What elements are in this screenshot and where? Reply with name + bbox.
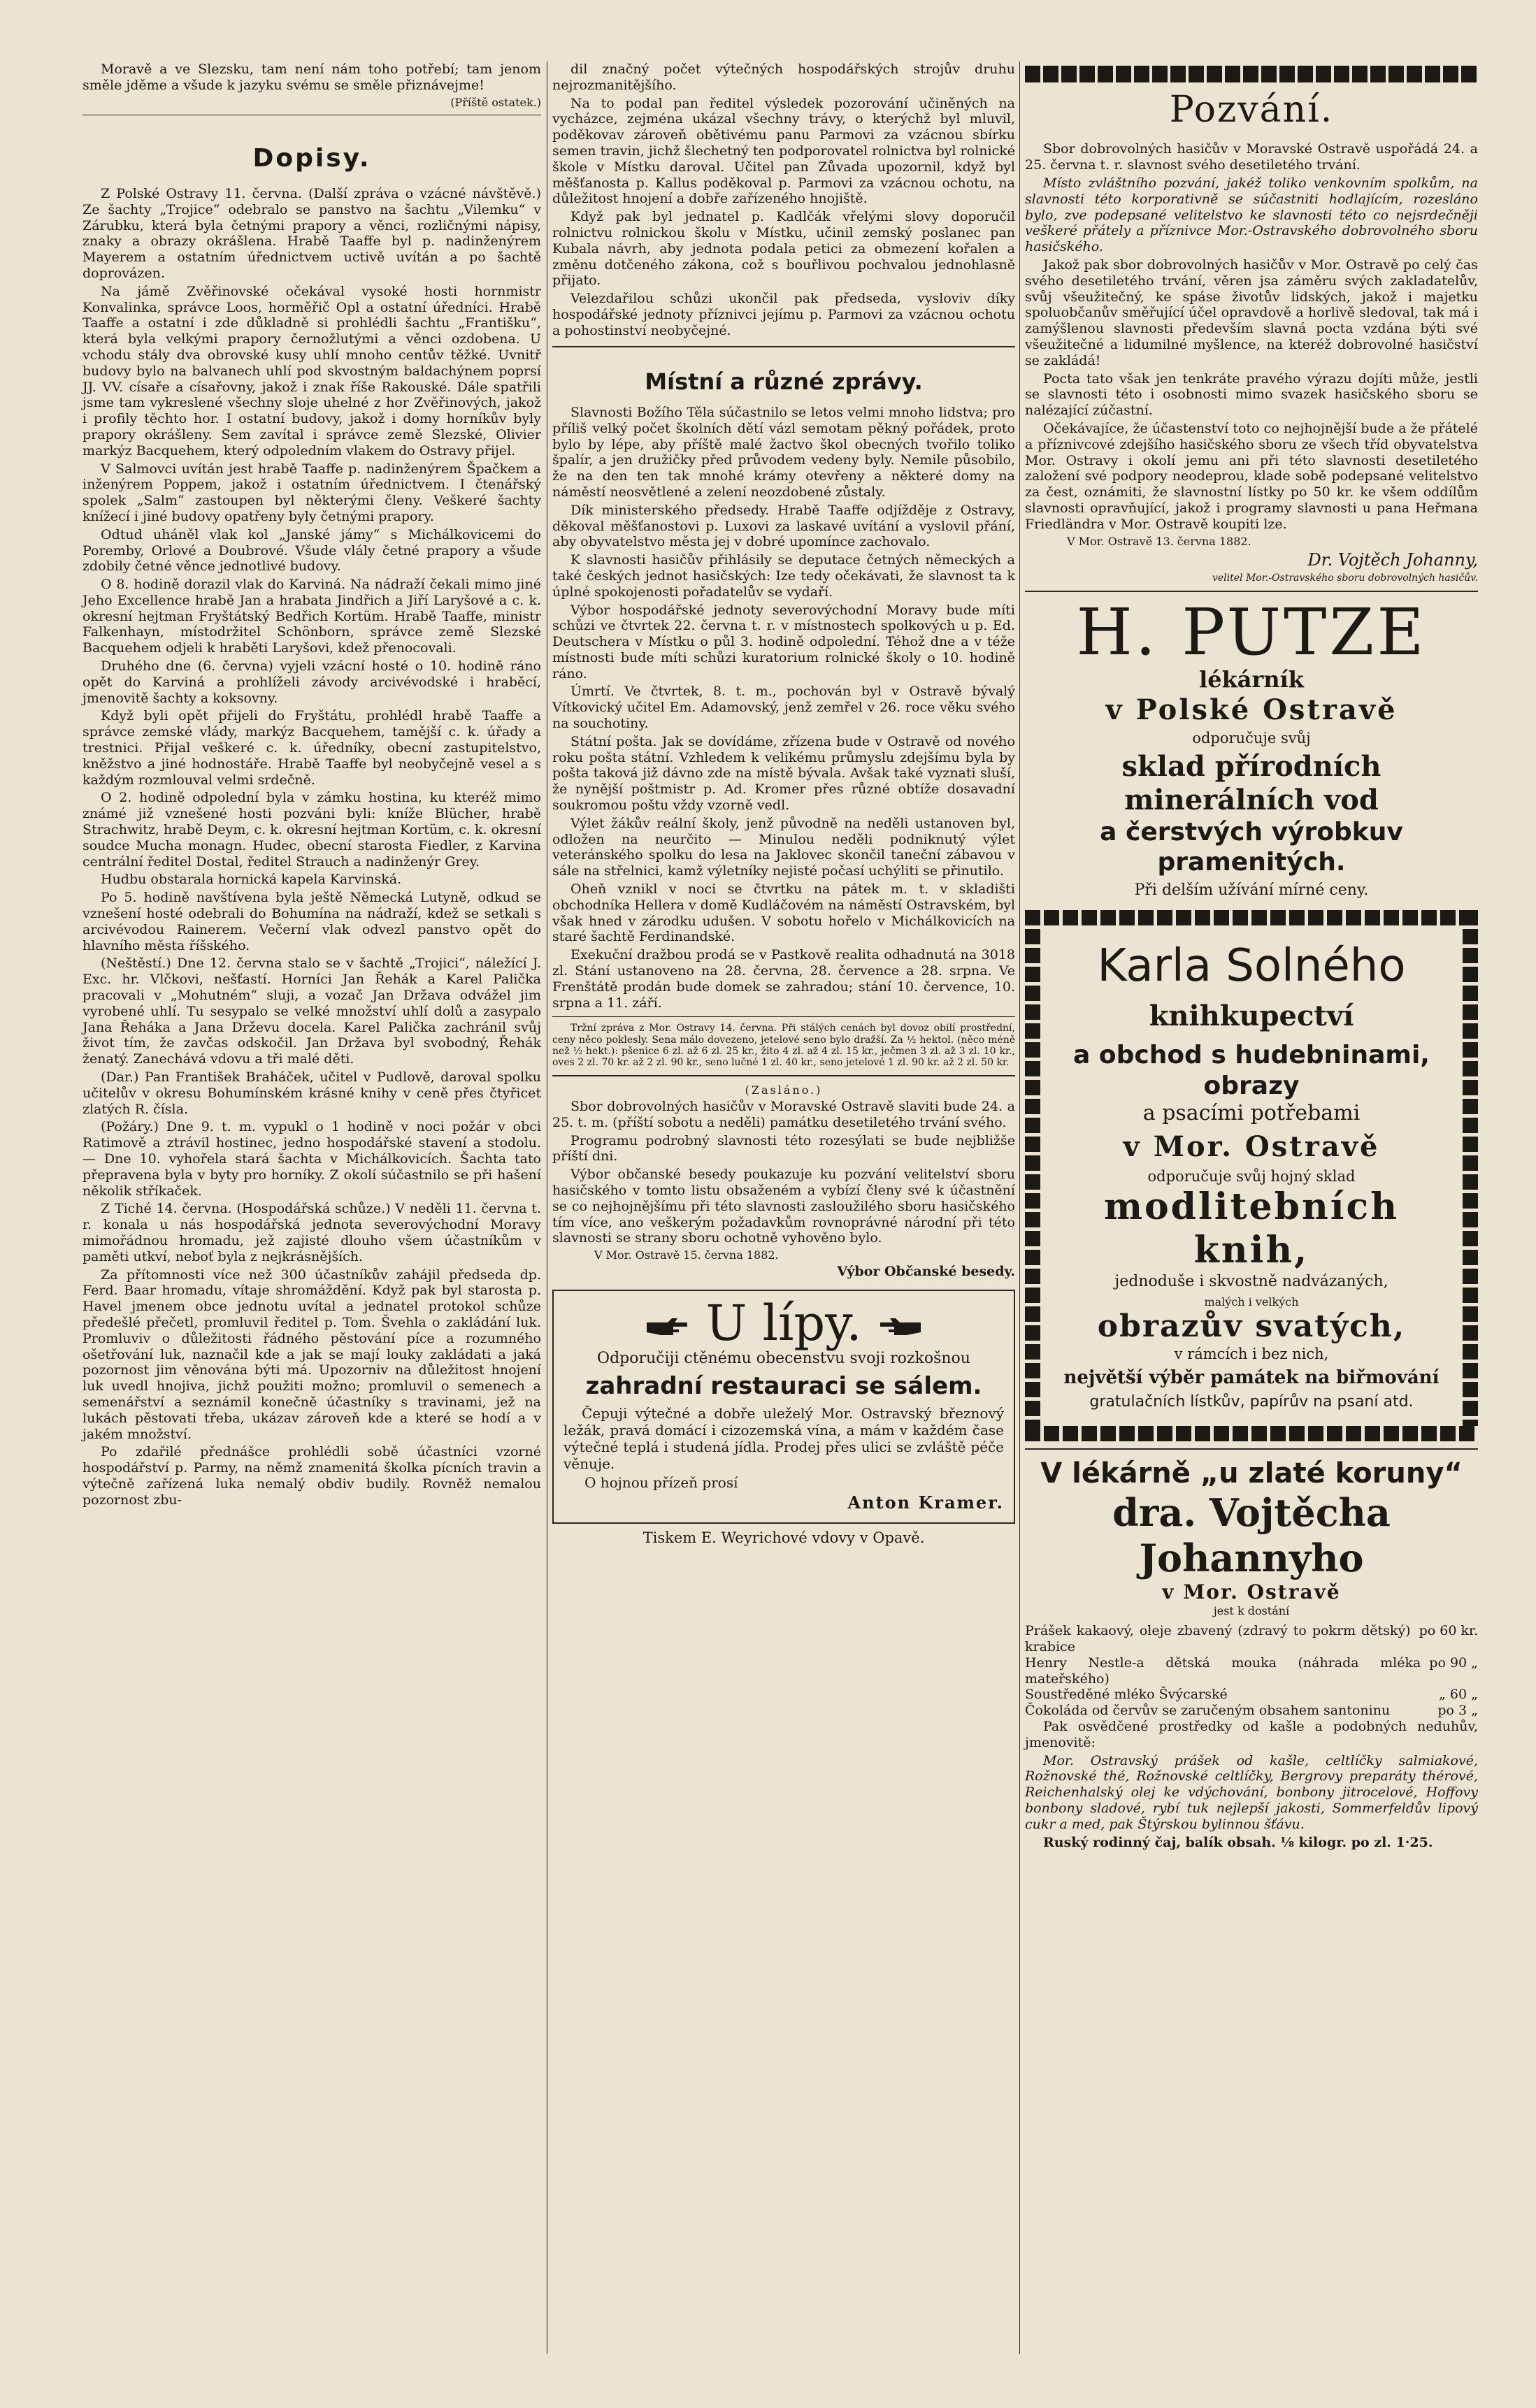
lipy-line2: zahradní restauraci se sálem.	[585, 1372, 982, 1401]
pointing-hand-icon	[877, 1317, 922, 1338]
lekarna-place: v Mor. Ostravě	[1162, 1580, 1341, 1604]
news-item: Dík ministerského předsedy. Hrabě Taaffe odjížděje z Ostravy, děkoval měšťanostovi p. Luxovi za laskavé uvítání a vyslovil přání, aby obyvatelstvo města jej v dobré upomínce zachovalo.	[552, 502, 1015, 550]
pozvani-p5: Očekávajíce, že účastenství toto co nejhojnější bude a že přátelé a příznivcové zdejšího hasičského sboru ze všech tříd obyvatelstva Mor. Ostravy i okolí jemu ani při této slavnosti desetiletého založení své podpory neodeprou, klade sobě podepsané velitelstvo za čest, oznámiti, že slavnostní lístky po 50 kr. ke všem oddílům slavnosti opravňující, jakož i programy slavnosti u pana Heřmana Friedländra v Mor. Ostravě koupiti lze.	[1025, 420, 1478, 532]
news-item: Oheň vznikl v noci se čtvrtku na pátek m. t. v skladišti obchodníka Hellera v domě Kudláčovém na náměstí Ostravském, byl však hned v zárodku udušen. V sobotu hořelo v Michálkovicích na staré šachtě Ferdinandské.	[552, 881, 1015, 945]
column-3	[1025, 62, 1478, 1852]
dopis-paragraph: Druhého dne (6. června) vyjeli vzácní hosté o 10. hodině ráno opět do Karviná a prohlíželi závody arcivévodské i hraběcí, jmenovitě šachty a koksovny.	[82, 658, 541, 706]
divider	[552, 1075, 1015, 1076]
column-1	[82, 62, 541, 1511]
divider	[1025, 591, 1478, 592]
solny-line10: v rámcích i bez nich,	[1174, 1346, 1329, 1363]
price-item-text: Čokoláda od červův se zaručeným obsahem santoninu	[1025, 1703, 1391, 1719]
solny-line1: knihkupectví	[1149, 1000, 1354, 1033]
ad-u-lipy	[552, 1290, 1015, 1523]
pozvani-title: Pozvání.	[1169, 89, 1334, 131]
ornament-border	[1025, 910, 1478, 925]
solny-line11: největší výběr památek na biřmování	[1063, 1367, 1440, 1389]
price-item-text: Henry Nestle-a dětská mouka (náhrada mléka mateřského)	[1025, 1654, 1421, 1687]
dopis-paragraph: (Požáry.) Dne 9. t. m. vypukl o 1 hodině v noci požár v obci Ratimově a ztrávil hostinec, jedno hospodářské stavení a stodolu. — Dne 10. vyhořela stará šachta v Michálkovicích. Šachta tato přepravena byla v byty pro horníky. Z okolí súčastnilo se při hašení několik stříkaček.	[82, 1119, 541, 1199]
lekarna-title: V lékárně „u zlaté koruny“	[1040, 1457, 1463, 1490]
lipy-title-row	[564, 1295, 1004, 1353]
pozvani-signature: Dr. Vojtěch Johanny,	[1307, 549, 1478, 570]
ornament-border	[1463, 910, 1478, 1441]
dopisy-body	[82, 186, 541, 1508]
pozvani-p3: Jakož pak sbor dobrovolných hasičův v Mor. Ostravě po celý čas svého desetiletého trvání, věren jsa záměru svých zakladatelův, svůj všeužitečný, ke spáse životův lidských, jakož i majetku spoluobčanův směřující účel opravdově a horlivě sledoval, tak má i zamýšlenou slavnosti především slavná pocta vzdána býti své všeužitečné a lidumilné myšlence, na kteréž dobrovolné hasičství se zakládá!	[1025, 257, 1478, 368]
solny-line2: a obchod s hudebninami, obrazy	[1073, 1041, 1430, 1100]
divider	[552, 1016, 1015, 1017]
school-report	[552, 62, 1015, 339]
section-title-mistni: Místní a různé zprávy.	[645, 368, 923, 395]
pozvani-p4: Pocta tato však jen tenkráte pravého výrazu dojíti může, jestli se slavnosti této i osobnosti mimo svazek hasičského sboru se nalézající zúčastní.	[1025, 370, 1478, 419]
dopis-paragraph: Po 5. hodině navštívena byla ještě Německá Lutyně, odkud se vznešení hosté odebrali do Bohumína na nádraží, kdež se setkali s arcivévodou Rainerem. Večerní vlak odvezl panstvo opět do hlavního města říšského.	[82, 890, 541, 953]
price-item	[1025, 1703, 1478, 1719]
lipy-signature: Anton Kramer.	[847, 1492, 1004, 1513]
putze-place: v Polské Ostravě	[1105, 693, 1398, 726]
lipy-line3: O hojnou přízeň prosí	[584, 1473, 738, 1491]
lekarna-p1: Pak osvědčené prostředky od kašle a podobných neduhův, jmenovitě:	[1025, 1718, 1478, 1750]
dopis-paragraph: Když byli opět přijeli do Fryštátu, prohlédl hrabě Taaffe a správce zemské vlády, markýz Bacquehem, tamější c. k. úřady a trestnici. Přijal veškeré c. k. úředníky, obecní zastupitelstvo, kněžstvo a jiné hodnostáře. Hrabě Taaffe byl neobyčejně vesel a s každým rozmlouval velmi srdečně.	[82, 708, 541, 788]
zaslano-date: V Mor. Ostravě 15. června 1882.	[594, 1248, 779, 1262]
price-item	[1025, 1655, 1478, 1687]
news-item: K slavnosti hasičův přihlásily se deputace četných německých a také českých jednot hasičských: Ize tedy očekávati, že slavnost ta k úplné spokojenosti pořadatelův se vydaří.	[552, 552, 1015, 600]
printer-line: Tiskem E. Weyrichové vdovy v Opavě.	[643, 1529, 925, 1546]
price-item-price: po 60 kr.	[1419, 1623, 1478, 1639]
putze-recommends: odporučuje svůj	[1192, 729, 1311, 747]
zaslano-body	[552, 1099, 1015, 1246]
news-item: Výbor hospodářské jednoty severovýchodní Moravy bude míti schůzi ve čtvrtek 22. června t. r. v místnostech spolkových u p. Ed. Deutschera v Místku o půl 3. hodině odpolední. Téhož dne a v téže místnosti bude míti schůzi kuratorium rolnické školy o 10. hodině ráno.	[552, 602, 1015, 682]
solny-line8: malých i velkých	[1204, 1295, 1299, 1309]
report-paragraph: dil značný počet výtečných hospodářských strojův druhu nejrozmanitějšího.	[552, 62, 1015, 93]
news-item: Exekuční dražbou prodá se v Pastkově realita odhadnutá na 3018 zl. Stání ustanoveno na 28. června, 28. července a 28. srpna. Ve Frenštátě prodán bude domek se zahradou; stání 10. července, 10. srpna a 11. září.	[552, 947, 1015, 1011]
section-title-dopisy: Dopisy.	[252, 143, 371, 173]
price-item-text: Soustředěné mléko Švýcarské	[1025, 1687, 1228, 1703]
price-item	[1025, 1687, 1478, 1703]
price-item-price: „ 60 „	[1439, 1687, 1478, 1703]
ornament-border	[1025, 910, 1040, 1441]
news-item: Úmrtí. Ve čtvrtek, 8. t. m., pochován byl v Ostravě bývalý Vítkovický učitel Em. Adamovský, jenž zemřel v 26. roce věku svého na souchotiny.	[552, 684, 1015, 732]
market-report: Tržní zpráva z Mor. Ostravy 14. června. Při stálých cenách byl dovoz obilí prostřední, ceny něco poklesly. Sena málo dovezeno, jetelové seno bylo dražší. Za ½ hektol. (něco méně než ½ hekt.): pšenice 6 zl. až 6 zl. 25 kr., žito 4 zl. až 4 zl. 15 kr., ječmen 3 zl. až 3 zl. 10 kr., oves 2 zl. 70 kr. až 2 zl. 90 kr., seno lučné 1 zl. 40 kr., seno jetelové 1 zl. 90 kr. až 2 zl. 50 kr.	[552, 1023, 1015, 1068]
price-item	[1025, 1623, 1478, 1655]
lipy-line1: Odporučiji ctěnému obecenstvu svoji rozkošnou	[597, 1349, 970, 1367]
pozvani-p2: Místo zvláštního pozvání, jakéž toliko venkovním spolkům, na slavnosti této korporativně se súčastniti hodlajícím, rozesláno bylo, zve podepsané velitelstvo ke slavnosti této co nejsrdečněji veškeré přátely a příznivce Mor.-Ostravského dobrovolného sboru hasičského.	[1025, 175, 1478, 255]
solny-line7: jednoduše i skvostně nadvázaných,	[1114, 1272, 1388, 1290]
price-item-price: po 3 „	[1437, 1703, 1478, 1719]
lekarna-p2: Mor. Ostravský prášek od kašle, celtlíčky salmiakové, Rožnovské thé, Rožnovské celtlíčky, Bergrovy preparáty thérové, Reichenhalský olej ke vdýchování, bonbony jitrocelové, Hoffovy bonbony sladové, rybí tuk nejlepší jakosti, Sommerfeldův lipový cukr a med, pak Štýrskou bylinnou šťávu.	[1025, 1752, 1478, 1832]
solny-line12: gratulačních lístkův, papírův na psaní atd.	[1089, 1393, 1414, 1411]
ornament-border	[1025, 66, 1478, 82]
ornament-border	[1025, 1426, 1478, 1441]
lipy-title: U lípy.	[705, 1295, 862, 1353]
lekarna-p3: Ruský rodinný čaj, balík obsah. ⅛ kilogr. po zl. 1·25.	[1043, 1834, 1433, 1850]
report-paragraph: Když pak byl jednatel p. Kadlčák vřelými slovy doporučil rolnictvu rolnickou školu v Místku, učinil zemský poslanec pan Kubala návrh, aby jednota podala petici za obmezení kořalen a změnu dotčeného zákona, což s bouřlivou pochvalou jednohlasně přijato.	[552, 209, 1015, 289]
dopis-paragraph: Po zdařilé přednášce prohlédli sobě účastníci vzorné hospodářství p. Parmy, na němž znamenitá školka pícních travin a výtečně zařízená luka nemalý obdiv budily. Rovněž nemalou pozornost zbu-	[82, 1444, 541, 1508]
lipy-body: Čepuji výtečné a dobře uleželý Mor. Ostravský březnový ležák, pravá domácí i cizozemská vína, a mám v každém čase výtečné teplá i studená jídla. Prodej přes ulici se zvláště péče věnuje.	[564, 1404, 1004, 1472]
lekarna-price-list	[1025, 1623, 1478, 1719]
ad-solny	[1025, 910, 1478, 1441]
price-item-text: Prášek kakaový, oleje zbavený (zdravý to pokrm dětský) krabice	[1025, 1623, 1411, 1654]
ad-lekarna	[1025, 1457, 1478, 1851]
news-item: Státní pošta. Jak se dovídáme, zřízena bude v Ostravě od nového roku pošta státní. Vzhledem k velikému průmyslu zdejšímu byla by pošta taková již dávno zde na místě bývala. Avšak také vyznati sluší, že nynější poštmistr p. Ad. Kromer přes různé obtíže dosavadní soukromou poštu vždy vzorně vedl.	[552, 733, 1015, 814]
column-rule	[1019, 62, 1020, 2354]
solny-line5: odporučuje svůj hojný sklad	[1147, 1167, 1356, 1185]
solny-name: Karla Solného	[1097, 939, 1406, 992]
pozvani-signature-role: velitel Mor.-Ostravského sboru dobrovolných hasičův.	[1212, 572, 1478, 584]
zaslano-title: (Zasláno.)	[745, 1083, 823, 1097]
news-item: Výlet žákův reální školy, jenž původně na neděli ustanoven byl, odložen na neurčito — Minulou neděli podniknutý výlet veteránského spolku do lesa na Jaklovec skončil taneční zábavou v sále na střelnici, kamž výletníky nejisté počasí uchýliti se přinutilo.	[552, 815, 1015, 879]
pozvani-date: V Mor. Ostravě 13. června 1882.	[1067, 534, 1251, 548]
solny-line6: modlitebních knih,	[1103, 1185, 1400, 1272]
zaslano-paragraph: Výbor občanské besedy poukazuje ku pozvání velitelství sboru hasičského v tomto listu obsaženém a vybízí členy své k účastnění se co nejhojnějšímu při této slavnosti zasloužilého sboru hasičského tím více, ano veškerým požadavkům rovnoprávné národní při této slavnosti se strany sboru ochotně vyhověno bylo.	[552, 1167, 1015, 1246]
dopis-paragraph: V Salmovci uvítán jest hrabě Taaffe p. nadinženýrem Špačkem a inženýrem Poppem, jakož i ostatním úřednictvem. I čtenářský spolek „Salm“ zastoupen byl některými členy. Veškeré šachty knížecí i jiné budovy opatřeny byly četnými prapory.	[82, 461, 541, 524]
dopis-paragraph: Odtud uháněl vlak kol „Janské jámy“ s Michálkovicemi do Poremby, Orlové a Doubrové. Všude vlály četné prapory a všude zdobily četné věnce jednotlivé budovy.	[82, 526, 541, 575]
ad-putze	[1025, 594, 1478, 900]
report-paragraph: Na to podal pan ředitel výsledek pozorování učiněných na vycházce, zejména ukázal všechny trávy, o kterýchž byl mluvil, poděkovav zároveň obětivému panu Parmovi za vzácnou sbírku semen travin, jichž šlechetný ten podporovatel rolnictva byl rolnické škole v Místku daroval. Učitel pan Zůvada upozornil, když byl měšťanosta p. Kallus poděkoval p. Parmovi za vzácnou ochotu, na důležitost hnojení a dobře zařízeného hnojiště.	[552, 95, 1015, 207]
putze-line1: sklad přírodních minerálních vod	[1121, 749, 1381, 816]
intro-note: (Příště ostatek.)	[450, 95, 541, 109]
lekarna-sub: jest k dostání	[1213, 1604, 1290, 1617]
putze-role: lékárník	[1199, 666, 1304, 693]
divider	[1025, 1448, 1478, 1450]
pointing-hand-icon	[645, 1317, 690, 1338]
putze-line3: Při delším užívání mírné ceny.	[1134, 881, 1369, 900]
dopis-paragraph: Hudbu obstarala hornická kapela Karvinská.	[101, 872, 402, 888]
divider	[552, 346, 1015, 347]
dopis-paragraph: Z Tiché 14. června. (Hospodářská schůze.) V neděli 11. června t. r. konala u nás hospodářská jednota severovýchodní Moravy mimořádnou hromadu, jež zajisté dlouho všem účastníkům v paměti utkví, neboť byla z nejkrásnějších.	[82, 1201, 541, 1264]
putze-name: H. PUTZE	[1076, 594, 1427, 670]
dopis-paragraph: Na jámě Zvěřinovské očekával vysoké hosti hornmistr Konvalinka, správce Loos, horměřič Opl a ostatní úředníci. Hrabě Taaffe a ostatní i zde důkladně si prohlédli šachtu „Františku“, která byla velkými prapory černožlutými a věnci ozdobena. U vchodu stály dva obrovské kusy uhlí mnoho centův těžké. Uvnitř budovy bylo na balvanech uhlí pod skvostným baldachýnem poprsí JJ. VV. císaře a císařovny, jakož i znak říše Rakouské. Dále spatřili jsme tam vykreslené všechny sloje uhelné z hor Zvěřinových, jakož i profily těchto hor. I ostatní budovy, jakož i domy horníkův byly prapory okrášleny. Sem zavítal i správce země Slezské, Olivier markýz Bacquehem, který odpoledním vlakem do Ostravy přijel.	[82, 283, 541, 459]
column-2	[552, 62, 1015, 1549]
dopis-paragraph: O 8. hodině dorazil vlak do Karviná. Na nádraží čekali mimo jiné Jeho Excellence hrabě Jan a hrabata Jindřich a Jiří Laryšové a c. k. okresní hejtman Fryštátský Bedřich Kortüm. Hrabě Taaffe, ministr Falkenhayn, místodržitel Schönborn, správce země Slezské Bacquehem odjeli k hraběti Laryšovi, kdež přenocovali.	[82, 577, 541, 656]
dopis-paragraph: (Neštěstí.) Dne 12. června stalo se v šachtě „Trojici“, náležící J. Exc. hr. Vlčkovi, nešťastí. Horníci Jan Řehák a Karel Palička pracovali v „Mohutném“ sluji, a vozač Jan Država odvážel jim vyrobené uhlí. Tu sesypalo se velké množství uhlí dolů a zasypalo Jana Řeháka a Jana Drževu docela. Karel Palička zachránil svůj život tím, že zavčas odskočil. Jan Država byl svobodný, Řehák ženatý. Zanechává vdovu a tři malé děti.	[82, 956, 541, 1067]
dopis-paragraph: (Dar.) Pan František Braháček, učitel v Pudlově, daroval spolku učitelův v okresu Bohumínském krásné knihy v ceně přes čtyřicet zlatých R. čísla.	[82, 1069, 541, 1117]
putze-line2: a čerstvých výrobkuv pramenitých.	[1100, 817, 1403, 877]
dopis-paragraph: Z Polské Ostravy 11. června. (Další zpráva o vzácné návštěvě.) Ze šachty „Trojice“ odebralo se panstvo na šachtu „Vilemku“ v Zárubku, která byla četnými prapory a věnci, rozličnými nápisy, znaky a obrazy okrášlena. Hrabě Taaffe byl p. nadinženýrem Mayerem a ostatním úřednictvem uctivě uvítán a po šachtě doprovázen.	[82, 185, 541, 281]
zaslano-paragraph: Programu podrobný slavnosti této rozesýlati se bude nejbližše příští dni.	[552, 1132, 1015, 1165]
report-paragraph: Velezdařilou schůzi ukončil pak předseda, vysloviv díky hospodářské jednoty příznivci jejímu p. Parmovi za vzácnou ochotu a pohostinství neobyčejné.	[552, 291, 1015, 338]
pozvani-p1: Sbor dobrovolných hasičův v Moravské Ostravě uspořádá 24. a 25. června t. r. slavnost svého desetiletého trvání.	[1025, 141, 1478, 173]
price-item-price: po 90 „	[1429, 1654, 1478, 1671]
zaslano-paragraph: Sbor dobrovolných hasičův v Moravské Ostravě slaviti bude 24. a 25. t. m. (příští sobotu a neděli) památku desetiletého trvání svého.	[552, 1098, 1015, 1130]
solny-line9: obrazův svatých,	[1097, 1308, 1406, 1345]
solny-line4: v Mor. Ostravě	[1123, 1130, 1380, 1163]
news-item: Slavnosti Božího Těla súčastnilo se letos velmi mnoho lidstva; pro příliš velký počet školních dětí vázl semotam pěkný pořádek, proto bylo by lépe, aby příště malé žactvo škol obecných tvořilo toliko špalír, a jen družičky před průvodem vedeny byly. Nemile působilo, že na den ten tak mnohé krámy otevřeny a některé domy na náměstí neosvětlené a zelení neozdobené zůstaly.	[552, 404, 1015, 500]
intro-text: Moravě a ve Slezsku, tam není nám toho potřebí; tam jenom směle jděme a všude k jazyku svému se směle přiznávejme!	[82, 62, 541, 93]
zaslano-signature: Výbor Občanské besedy.	[837, 1264, 1015, 1280]
lekarna-name: dra. Vojtěcha Johannyho	[1112, 1490, 1391, 1580]
local-news	[552, 405, 1015, 1011]
dopis-paragraph: Za přítomnosti více než 300 účastníkův zahájil předseda dp. Ferd. Baar hromadu, vítaje shromáždění. Když pak byl starosta p. Havel jmenem obce jednotu uvítal a jednatel protokol schůze předešlé přečetl, promluvil ředitel p. Tom. Švehla o zakládání luk. Promluviv o důležitosti řádného pěstování píce a rozumného ošetřování luk, naznačil kde a jak se mají louky zakládati a jaká pozornost jim věnována býti má. Upozorniv na důležitost hnojení luk uvedl hnojiva, jichž použiti možno; promluvil o semenech a semenářství a seznámil konečně účastníky s travinami, jež na lukách pěstovati třeba, ukázav zároveň kde a které se hodí a v jakém množství.	[82, 1267, 541, 1442]
dopis-paragraph: O 2. hodině odpolední byla v zámku hostina, ku kteréž mimo známé již vznešené hosti pozváni byli: kníže Blücher, hrabě Strachwitz, hrabě Deym, c. k. okresní hejtman Kortüm, c. k. okresní soudce Mucha monagn. Hudec, obecní starosta Fiedler, z Karvina centrální ředitel Dostal, ředitel Strauch a nadinženýr Grey.	[82, 790, 541, 870]
solny-line3: a psacími potřebami	[1142, 1100, 1361, 1125]
